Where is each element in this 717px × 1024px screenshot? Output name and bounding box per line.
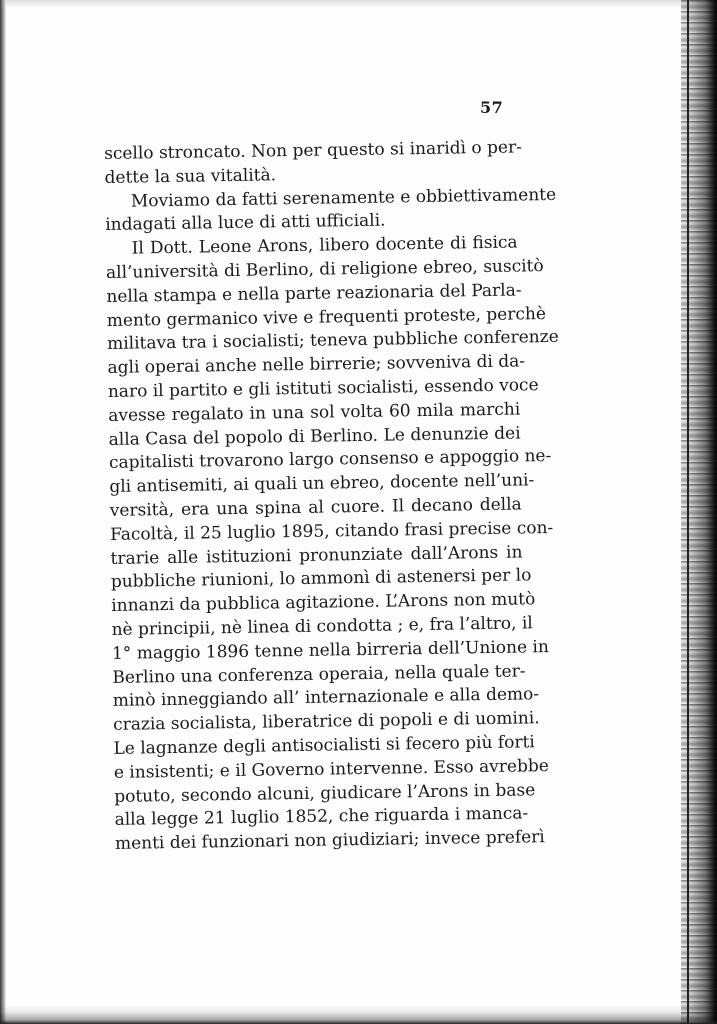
text-line: indagati alla luce di atti ufficiali. [105, 210, 386, 236]
page-number: 57 [480, 98, 504, 117]
text-line: menti dei funzionari non giudiziari; invece preferì [114, 827, 545, 855]
text-line: pubbliche riunioni, lo ammonì di astenersi per lo [110, 565, 532, 593]
text-line: potuto, secondo alcuni, giudicare l’Arons in base [114, 779, 536, 807]
scan-bottom-edge [0, 1004, 717, 1024]
text-line: minò inneggiando all’ internazionale e alla demo- [112, 684, 540, 712]
body-text [104, 137, 559, 857]
text-line: capitalisti trovarono largo consenso e appoggio ne- [108, 446, 552, 474]
text-line: militava tra i socialisti; teneva pubbliche conferenze [107, 327, 559, 355]
text-line: scello stroncato. Non per questo si inaridì o per- [104, 137, 523, 164]
text-line: e insistenti; e il Governo intervenne. Esso avrebbe [113, 755, 549, 783]
text-line: trarie alle istituzioni pronunziate dall’Arons in [110, 542, 523, 569]
text-line: Berlino una conferenza operaia, nella quale ter- [112, 660, 526, 688]
text-line: Il Dott. Leone Arons, libero docente di fisica [131, 232, 518, 259]
text-line: alla legge 21 luglio 1852, che riguarda i manca- [114, 803, 529, 831]
text-line: alla Casa del popolo di Berlino. Le denunzie dei [108, 423, 521, 450]
scan-right-binding-line [687, 0, 689, 1024]
text-line: innanzi da pubblica agitazione. L’Arons non mutò [111, 589, 536, 617]
text-line: mento germanico vive e frequenti proteste, perchè [106, 303, 547, 331]
text-line: crazia socialista, liberatrice di popoli e di uomini. [112, 708, 540, 736]
text-line: Moviamo da fatti serenamente e obbiettivamente [130, 184, 557, 212]
text-line: all’università di Berlino, di religione ebreo, suscitò [105, 256, 544, 283]
text-line: agli operai anche nelle birrerie; sovveniva di da- [107, 351, 526, 379]
text-line: naro il partito e gli istituti socialisti, essendo voce [107, 375, 539, 402]
text-line: avesse regalato in una sol volta 60 mila marchi [108, 399, 521, 426]
text-line: versità, era una spina al cuore. Il decano della [109, 494, 522, 521]
text-line: Le lagnanze degli antisocialisti si fecero più forti [113, 732, 535, 759]
scan-left-edge [0, 0, 6, 1024]
text-line: nella stampa e nella parte reazionaria del Parla- [106, 280, 522, 307]
text-line: dette la sua vitalità. [104, 165, 277, 188]
text-line: Facoltà, il 25 luglio 1895, citando frasi precise con- [109, 517, 554, 545]
text-line: gli antisemiti, ai quali un ebreo, docente nell’uni- [109, 470, 535, 498]
scan-top-shadow [0, 0, 717, 8]
text-line: 1° maggio 1896 tenne nella birreria dell’Unione in [111, 636, 550, 664]
text-line: nè principii, nè linea di condotta ; e, fra l’altro, il [111, 613, 533, 640]
